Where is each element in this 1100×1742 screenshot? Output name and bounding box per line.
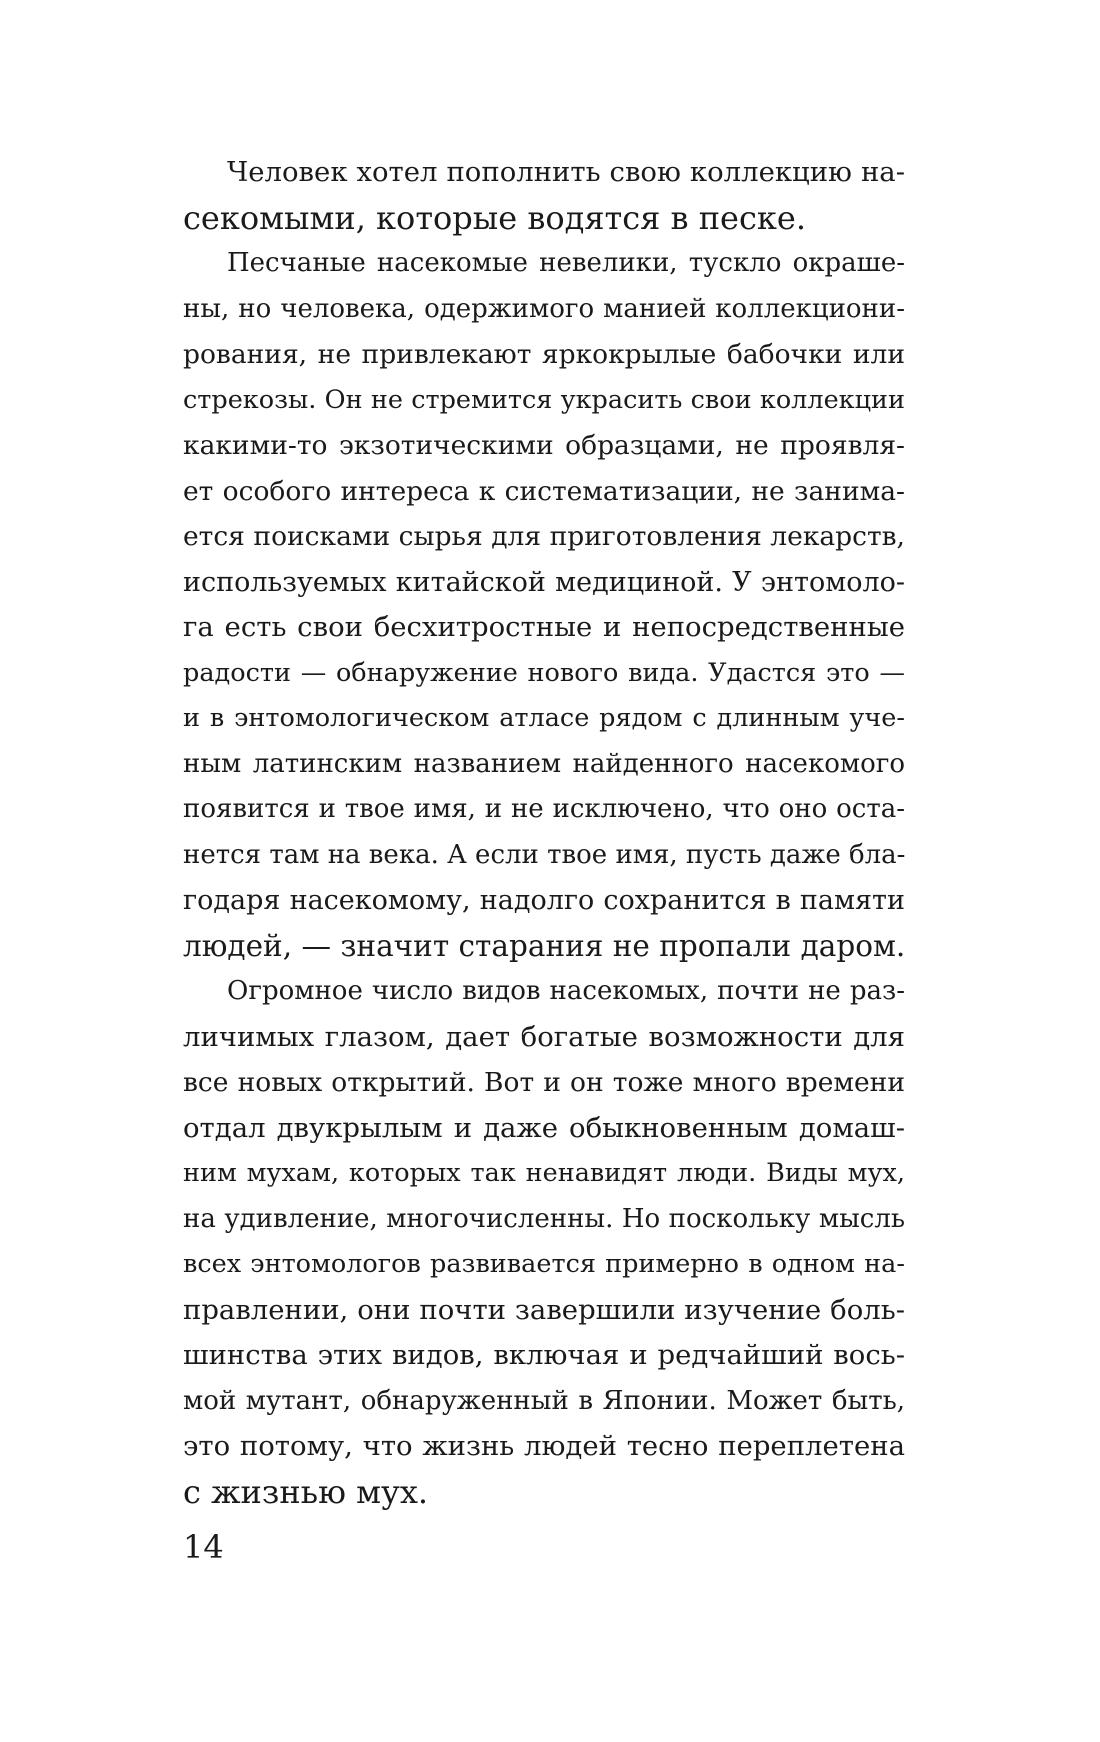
text-line: мой мутант, обнаруженный в Японии. Может быть,: [183, 1385, 905, 1416]
text-line: ет особого интереса к систематизации, не занима-: [183, 475, 905, 507]
text-line: людей, — значит старания не пропали даром.: [183, 928, 906, 963]
text-line: используемых китайской медициной. У энтомоло-: [183, 566, 905, 598]
text-line: годаря насекомому, надолго сохранится в памяти: [183, 885, 905, 916]
body-text: [183, 150, 905, 1515]
text-line: правлении, они почти завершили изучение боль-: [183, 1293, 905, 1326]
text-line: га есть свои бесхитростные и непосредственные: [183, 611, 905, 643]
text-line: это потому, что жизнь людей тесно переплетена: [183, 1430, 905, 1462]
text-line: все новых открытий. Вот и он тоже много времени: [183, 1067, 905, 1098]
text-line: шинства этих видов, включая и редчайший вось-: [183, 1339, 905, 1371]
text-line: Огромное число видов насекомых, почти не раз-: [227, 976, 905, 1006]
text-line: отдал двукрылым и даже обыкновенным домаш-: [183, 1111, 905, 1144]
paragraph: [183, 241, 905, 969]
paragraph: [183, 969, 905, 1515]
text-line: радости — обнаружение нового вида. Удастся это —: [183, 657, 905, 688]
text-line: и в энтомологическом атласе рядом с длинным уче-: [183, 703, 905, 733]
text-line: ним мухам, которых так ненавидят люди. Виды мух,: [183, 1158, 905, 1188]
paragraph: [183, 150, 905, 241]
text-line: ется поисками сырья для приготовления лекарств,: [183, 521, 905, 552]
text-line: на удивление, многочисленны. Но поскольку мысль: [183, 1203, 905, 1234]
text-line: нется там на века. А если твое имя, пусть даже бла-: [183, 839, 906, 870]
text-line: Человек хотел пополнить свою коллекцию на-: [227, 156, 905, 188]
text-line: стрекозы. Он не стремится украсить свои коллекции: [183, 384, 905, 415]
text-line: всех энтомологов развивается примерно в одном на-: [183, 1249, 905, 1279]
text-line: появится и твое имя, и не исключено, что оно оста-: [183, 794, 905, 824]
text-line: с жизнью мух.: [183, 1472, 429, 1511]
text-line: личимых глазом, дает богатые возможности для: [183, 1020, 905, 1053]
text-line: ны, но человека, одержимого манией коллекциони-: [183, 293, 905, 324]
text-line: рования, не привлекают яркокрылые бабочки или: [183, 339, 905, 370]
text-line: ным латинским названием найденного насекомого: [183, 748, 905, 779]
page-number: 14: [183, 1528, 224, 1566]
text-line: Песчаные насекомые невелики, тускло окраше-: [227, 248, 905, 278]
text-line: секомыми, которые водятся в песке.: [183, 198, 806, 237]
text-line: какими-то экзотическими образцами, не проявля-: [183, 430, 905, 461]
